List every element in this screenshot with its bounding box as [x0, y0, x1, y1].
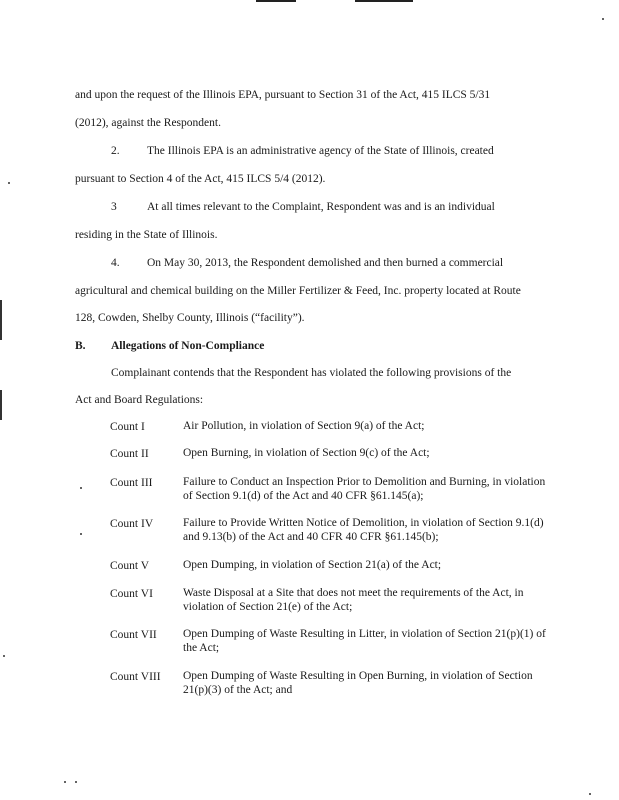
paragraph-line: and upon the request of the Illinois EPA, pursuant to Section 31 of the Act, 415 ILCS 5/31 [75, 89, 491, 101]
scan-speck [80, 487, 82, 489]
scan-speck [80, 533, 82, 535]
paragraph-line: (2012), against the Respondent. [75, 117, 221, 129]
paragraph-line: pursuant to Section 4 of the Act, 415 ILCS 5/4 (2012). [75, 173, 326, 185]
count-description: Open Dumping, in violation of Section 21(a) of the Act; [183, 559, 442, 571]
paragraph-line: The Illinois EPA is an administrative agency of the State of Illinois, created [147, 145, 494, 157]
scan-speck [64, 781, 66, 783]
count-label: Count VII [110, 629, 157, 641]
scan-edge [0, 390, 2, 420]
count-label: Count I [110, 421, 145, 433]
scan-mark [256, 0, 296, 2]
count-description: Air Pollution, in violation of Section 9(a) of the Act; [183, 420, 425, 432]
scan-speck [3, 655, 5, 657]
count-label: Count VI [110, 588, 153, 600]
scan-speck [8, 182, 10, 184]
count-description: Open Dumping of Waste Resulting in Open Burning, in violation of Section 21(p)(3) of the Act; and [183, 670, 533, 696]
count-description: Failure to Provide Written Notice of Demolition, in violation of Section 9.1(d) and 9.13(b) of the Act and 40 CFR 40 CFR §61.145(b); [183, 517, 544, 543]
paragraph-line: Act and Board Regulations: [75, 394, 204, 406]
paragraph-line: residing in the State of Illinois. [75, 229, 218, 241]
paragraph-line: Complainant contends that the Respondent has violated the following provisions of the [111, 367, 512, 379]
scan-speck [589, 793, 591, 795]
paragraph-line: At all times relevant to the Complaint, Respondent was and is an individual [147, 201, 495, 213]
paragraph-line: 128, Cowden, Shelby County, Illinois (“facility”). [75, 312, 305, 324]
scan-mark [355, 0, 413, 2]
paragraph-line: On May 30, 2013, the Respondent demolished and then burned a commercial [147, 257, 504, 269]
count-label: Count III [110, 477, 153, 489]
count-description: Failure to Conduct an Inspection Prior to Demolition and Burning, in violation of Section 9.1(d) of the Act and 40 CFR §61.145(a); [183, 476, 546, 502]
scan-speck [602, 18, 604, 20]
section-letter: B. [75, 340, 86, 352]
count-label: Count IV [110, 518, 154, 530]
paragraph-number: 2. [111, 145, 120, 157]
scan-speck [75, 781, 77, 783]
count-label: Count V [110, 560, 150, 572]
count-description: Open Burning, in violation of Section 9(c) of the Act; [183, 447, 430, 459]
paragraph-line: agricultural and chemical building on the Miller Fertilizer & Feed, Inc. property located at Route [75, 285, 521, 297]
count-description: Open Dumping of Waste Resulting in Litter, in violation of Section 21(p)(1) of the Act; [183, 628, 546, 654]
paragraph-number: 4. [111, 257, 120, 269]
count-label: Count VIII [110, 671, 161, 683]
section-heading: Allegations of Non-Compliance [111, 340, 265, 352]
scan-edge [0, 300, 2, 340]
count-label: Count II [110, 448, 149, 460]
paragraph-number: 3 [111, 201, 117, 213]
count-description: Waste Disposal at a Site that does not meet the requirements of the Act, in violation of Section 21(e) of the Act; [183, 587, 524, 613]
